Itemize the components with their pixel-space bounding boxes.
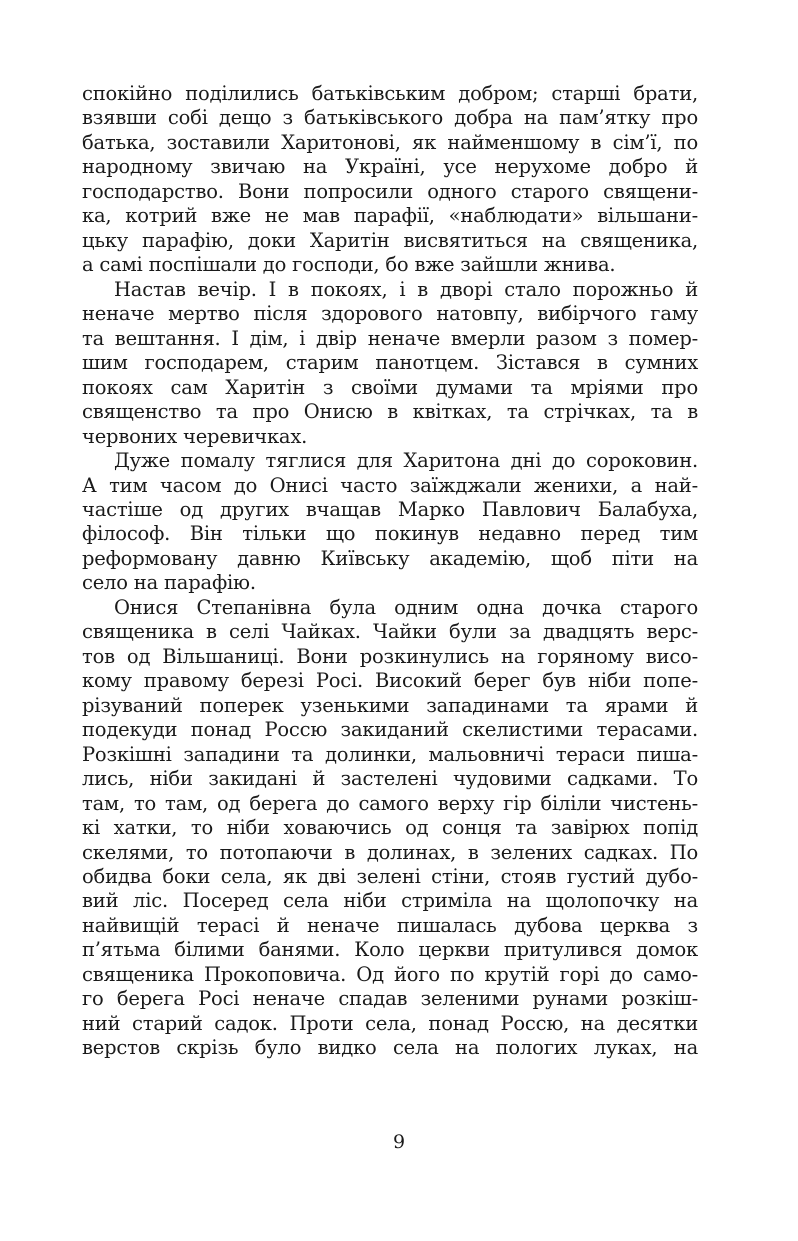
text-line: обидва боки села, як дві зелені стіни, стояв густий дубо- bbox=[82, 865, 698, 888]
text-line: священика в селі Чайках. Чайки були за двадцять верс- bbox=[82, 620, 698, 644]
body-text bbox=[82, 82, 698, 1061]
text-line: лись, ніби закидані й застелені чудовими садками. То bbox=[82, 767, 698, 791]
page-number: 9 bbox=[392, 1131, 406, 1153]
text-line: ка, котрий вже не мав парафії, «наблюдати» вільшани- bbox=[82, 204, 698, 228]
text-line: батька, зоставили Харитонові, як найменшому в сім’ї, по bbox=[82, 130, 698, 154]
text-line: ний старий садок. Проти села, понад Россю, на десятки bbox=[82, 1011, 698, 1035]
text-line: а самі поспішали до господи, бо вже зайшли жнива. bbox=[82, 253, 616, 277]
text-line: та вештання. І дім, і двір неначе вмерли разом з помер- bbox=[82, 326, 698, 350]
text-line: найвищій терасі й неначе пишалась дубова церква з bbox=[82, 913, 698, 937]
text-line: священика Прокоповича. Од його по крутій горі до само- bbox=[82, 962, 698, 986]
text-line: цьку парафію, доки Харитін висвятиться на священика, bbox=[82, 228, 698, 252]
book-page bbox=[82, 82, 698, 1202]
text-line: село на парафію. bbox=[82, 571, 256, 595]
text-line: Онися Степанівна була одним одна дочка старого bbox=[114, 595, 698, 619]
text-line: реформовану давню Київську академію, щоб піти на bbox=[82, 546, 698, 570]
text-line: Дуже помалу тяглися для Харитона дні до сороковин. bbox=[114, 449, 698, 473]
text-line: скелями, то потопаючи в долинах, в зелених садках. По bbox=[82, 840, 698, 864]
text-line: там, то там, од берега до самого верху гір біліли чистень- bbox=[82, 791, 698, 815]
text-line: червоних черевичках. bbox=[82, 424, 308, 448]
text-line: подекуди понад Россю закиданий скелистими терасами. bbox=[82, 718, 698, 742]
text-line: неначе мертво після здорового натовпу, вибірчого гаму bbox=[82, 302, 698, 326]
text-line: народному звичаю на Україні, усе нерухоме добро й bbox=[82, 155, 698, 179]
text-line: спокійно поділились батьківським добром; старші брати, bbox=[82, 82, 698, 105]
text-line: верстов скрізь було видко села на пологих луках, на bbox=[82, 1036, 698, 1060]
text-line: господарство. Вони попросили одного старого священи- bbox=[82, 179, 698, 203]
text-line: покоях сам Харитін з своїми думами та мріями про bbox=[82, 375, 698, 399]
text-line: шим господарем, старим панотцем. Зістався в сумних bbox=[82, 351, 698, 375]
text-line: тов од Вільшаниці. Вони розкинулись на горяному висо- bbox=[82, 644, 698, 668]
text-line: А тим часом до Онисі часто заїжджали женихи, а най- bbox=[82, 473, 698, 497]
text-line: п’ятьма білими банями. Коло церкви притулився домок bbox=[82, 938, 698, 962]
text-line: філософ. Він тільки що покинув недавно перед тим bbox=[82, 522, 698, 546]
text-line: взявши собі дещо з батьківського добра на пам’ятку про bbox=[82, 106, 698, 130]
text-line: кі хатки, то ніби ховаючись од сонця та завірюх попід bbox=[82, 816, 698, 840]
text-line: го берега Росі неначе спадав зеленими рунами розкіш- bbox=[82, 987, 698, 1011]
text-line: Розкішні западини та долинки, мальовничі тераси пиша- bbox=[82, 742, 698, 766]
text-line: різуваний поперек узенькими западинами та ярами й bbox=[82, 693, 698, 717]
text-line: священство та про Онисю в квітках, та стрічках, та в bbox=[82, 400, 698, 424]
text-line: кому правому березі Росі. Високий берег був ніби попе- bbox=[82, 669, 698, 693]
text-line: частіше од других вчащав Марко Павлович Балабуха, bbox=[82, 497, 698, 521]
text-line: Настав вечір. І в покоях, і в дворі стало порожньо й bbox=[114, 277, 698, 301]
text-line: вий ліс. Посеред села ніби стриміла на щолопочку на bbox=[82, 889, 698, 913]
